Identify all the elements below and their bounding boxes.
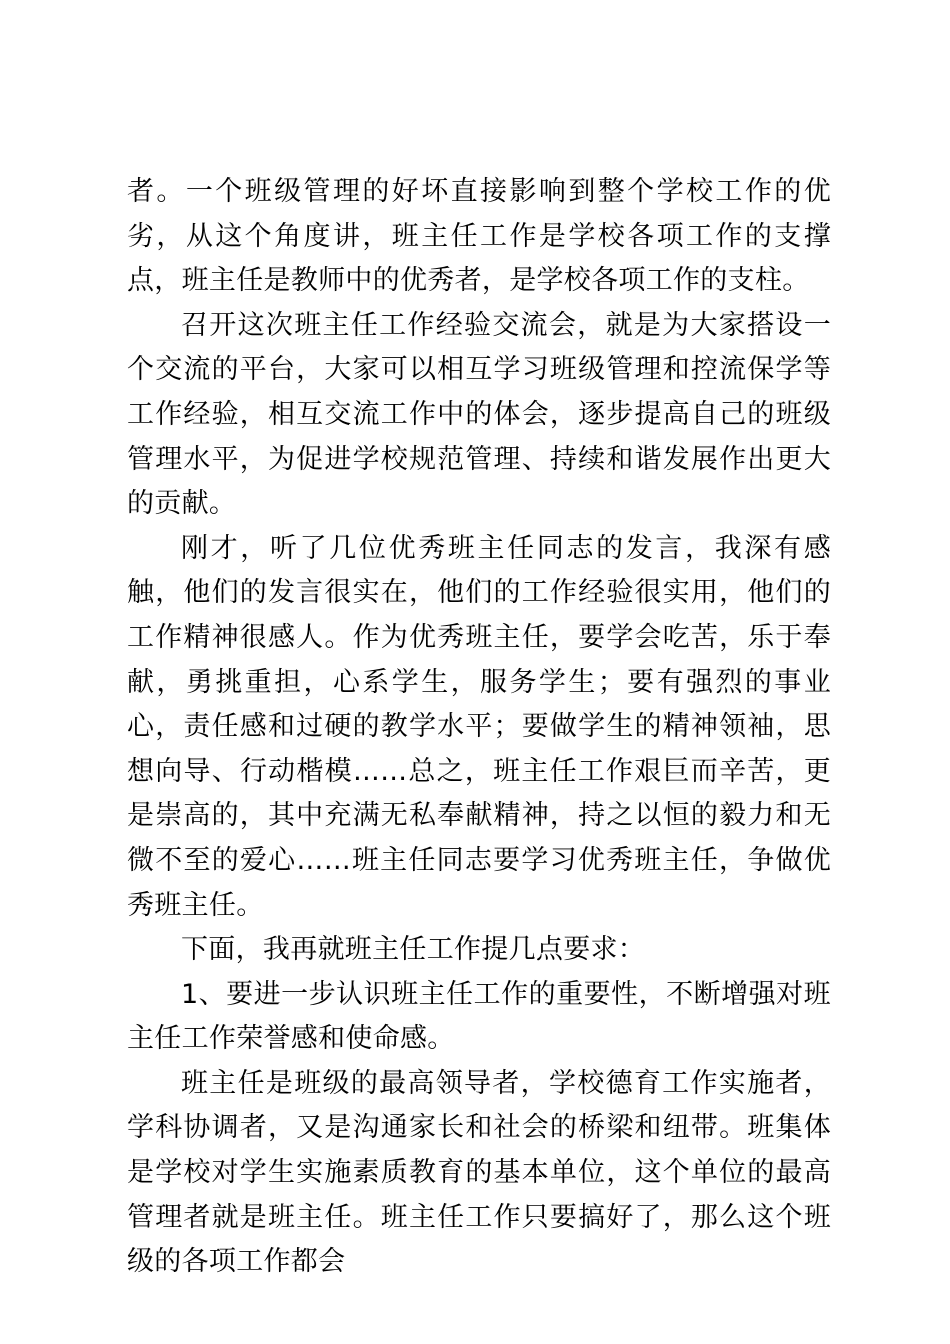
paragraph-4: 下面，我再就班主任工作提几点要求： xyxy=(181,934,646,966)
document-page xyxy=(127,170,831,1285)
paragraph-2: 召开这次班主任工作经验交流会，就是为大家搭设一个交流的平台，大家可以相互学习班级管理和控流保学等工作经验，相互交流工作中的体会，逐步提高自己的班级管理水平，为促进学校规范管理、持续和谐发展作出更大的贡献。 xyxy=(127,309,831,520)
paragraph-6: 班主任是班级的最高领导者，学校德育工作实施者，学科协调者，又是沟通家长和社会的桥梁和纽带。班集体是学校对学生实施素质教育的基本单位，这个单位的最高管理者就是班主任。班主任工作只要搞好了，那么这个班级的各项工作都会 xyxy=(127,1067,831,1278)
paragraph-3: 刚才，听了几位优秀班主任同志的发言，我深有感触，他们的发言很实在，他们的工作经验很实用，他们的工作精神很感人。作为优秀班主任，要学会吃苦，乐于奉献，勇挑重担，心系学生，服务学生；要有强烈的事业心，责任感和过硬的教学水平；要做学生的精神领袖，思想向导、行动楷模……总之，班主任工作艰巨而辛苦，更是崇高的，其中充满无私奉献精神，持之以恒的毅力和无微不至的爱心……班主任同志要学习优秀班主任，争做优秀班主任。 xyxy=(127,532,831,921)
paragraph-5: 1、要进一步认识班主任工作的重要性，不断增强对班主任工作荣誉感和使命感。 xyxy=(127,978,831,1055)
paragraph-1: 者。一个班级管理的好坏直接影响到整个学校工作的优劣，从这个角度讲，班主任工作是学校各项工作的支撑点，班主任是教师中的优秀者，是学校各项工作的支柱。 xyxy=(127,176,831,297)
